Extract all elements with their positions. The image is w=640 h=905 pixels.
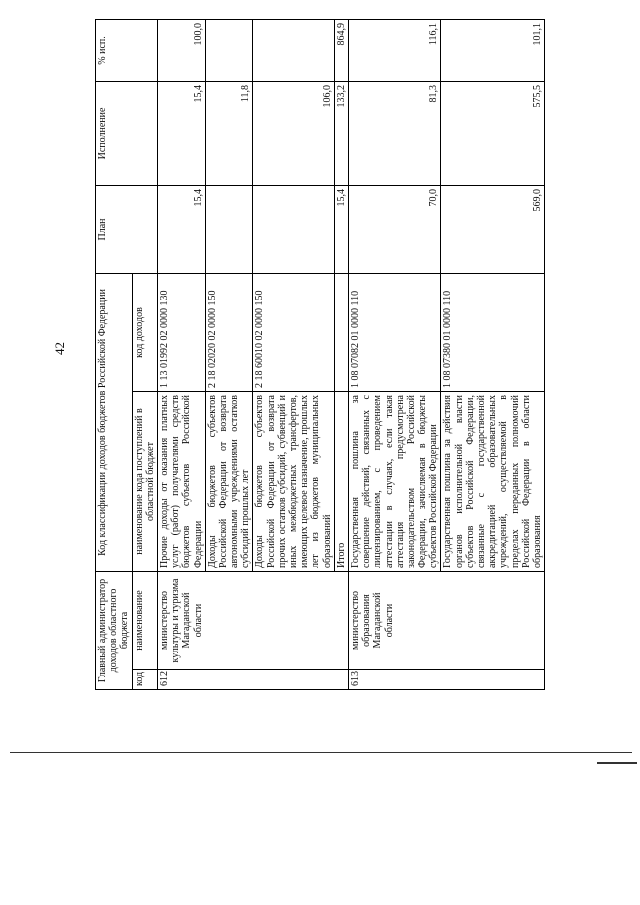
rotated-table-container	[95, 20, 600, 690]
admin-group-header: Главный администратор доходов областного бюджета	[96, 572, 133, 690]
revenue-name-cell: Прочие доходы от оказания платных услуг (работ) получателями средств бюджетов субъектов Российской Федерации	[157, 392, 205, 572]
page-divider-short	[597, 762, 637, 764]
admin-code-cell: 612	[157, 670, 348, 690]
revenue-code-cell: 1 08 07380 01 0000 110	[441, 273, 545, 391]
execution-cell: 15,4	[157, 81, 205, 185]
percent-cell: 116,1	[348, 19, 441, 81]
classification-group-header: Код классификации доходов бюджетов Российской Федерации	[96, 273, 133, 571]
page-number: 42	[52, 342, 67, 355]
page-divider	[10, 752, 632, 753]
total-code-cell	[334, 273, 348, 391]
table-row	[157, 19, 205, 689]
revenue-code-cell: 1 08 07082 01 0000 110	[348, 273, 441, 391]
plan-cell: 569,0	[441, 185, 545, 273]
percent-cell: 100,0	[157, 19, 205, 81]
table-row	[348, 19, 441, 689]
revenue-code-cell: 2 18 60010 02 0000 150	[253, 273, 334, 391]
total-plan: 15,4	[334, 185, 348, 273]
percent-cell	[205, 19, 253, 81]
plan-cell	[253, 185, 334, 273]
admin-code-header: код	[132, 670, 157, 690]
revenue-code-cell: 1 13 01992 02 0000 130	[157, 273, 205, 391]
admin-name-cell: министерство образования Магаданской области	[348, 572, 544, 670]
execution-header: Исполнение	[96, 81, 158, 185]
plan-cell: 15,4	[157, 185, 205, 273]
revenue-name-cell: Доходы бюджетов субъектов Российской Федерации от возврата автономными учреждениями остатков субсидий прошлых лет	[205, 392, 253, 572]
execution-cell: 81,3	[348, 81, 441, 185]
execution-cell: 11,8	[205, 81, 253, 185]
execution-cell: 575,5	[441, 81, 545, 185]
admin-name-cell: министерство культуры и туризма Магаданской области	[157, 572, 348, 670]
revenue-name-cell: Государственная пошлина за совершение действий, связанных с лицензированием, с проведением аттестации в случаях, если такая аттестация предусмотрена законодательством Российской Федерации, зачисляемая в бюджеты субъектов Российской Федерации	[348, 392, 441, 572]
plan-header: План	[96, 185, 158, 273]
total-label: Итого	[334, 392, 348, 572]
admin-name-header: наименование	[132, 572, 157, 670]
revenue-code-header: код доходов	[132, 273, 157, 391]
revenue-table	[95, 19, 545, 690]
admin-code-cell: 613	[348, 670, 544, 690]
plan-cell	[205, 185, 253, 273]
revenue-code-cell: 2 18 02020 02 0000 150	[205, 273, 253, 391]
execution-cell: 106,0	[253, 81, 334, 185]
percent-cell: 101,1	[441, 19, 545, 81]
percent-cell	[253, 19, 334, 81]
total-execution: 133,2	[334, 81, 348, 185]
plan-cell: 70,0	[348, 185, 441, 273]
revenue-name-cell: Доходы бюджетов субъектов Российской Федерации от возврата прочих остатков субсидий, субвенций и иных межбюджетных трансфертов, имеющих целевое назначение, прошлых лет из бюджетов муниципальных образований	[253, 392, 334, 572]
revenue-name-header: наименование кода поступлений в областной бюджет	[132, 392, 157, 572]
total-percent: 864,9	[334, 19, 348, 81]
revenue-name-cell: Государственная пошлина за действия органов исполнительной власти субъектов Российской Федерации, связанные с государственной аккредитацией образовательных учреждений, осуществляемой в пределах переданных полномочий Российской Федерации в области образования	[441, 392, 545, 572]
percent-header: % исп.	[96, 19, 158, 81]
